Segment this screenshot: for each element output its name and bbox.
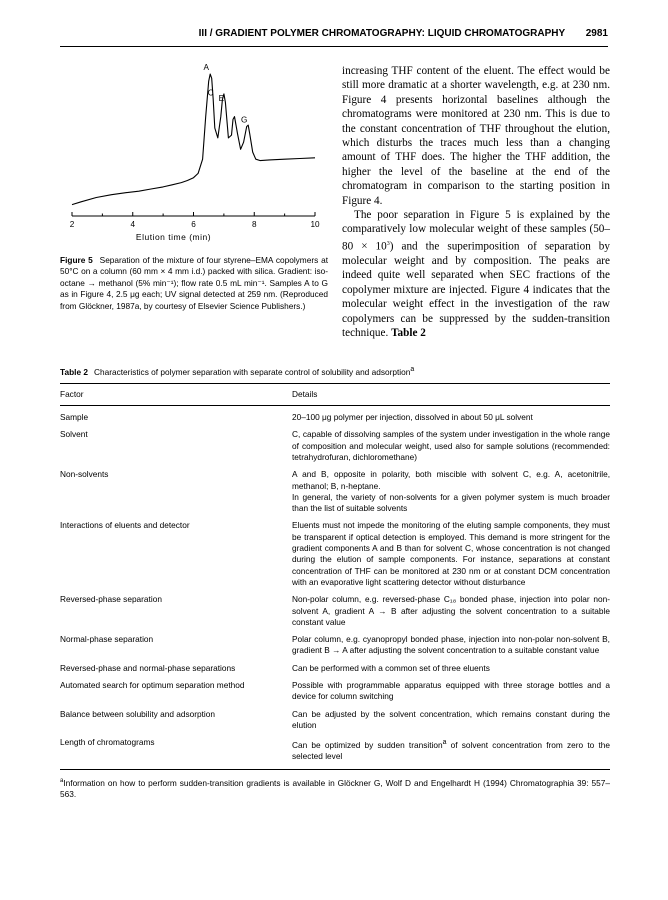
details-sup: a — [442, 739, 447, 747]
chromatogram-line — [72, 74, 315, 205]
table-row — [60, 677, 610, 706]
factor-cell: Non-solvents — [60, 469, 109, 480]
details-cell: 20–100 μg polymer per injection, dissolved in about 50 μL solvent — [292, 412, 533, 423]
table-reference: Table 2 — [391, 327, 426, 340]
paragraph-2-rest: ) and the superimposition of separation by molecular weight and by composition. The peaks are indeed quite well separated when SEC fractions of the copolymer mixture are injected. Figure 4 indicates that the molecular weight effect in the investigation of the raw copolymers can be suppressed by the sudden-transition technique. — [342, 240, 610, 340]
factor-cell: Sample — [60, 412, 89, 423]
paragraph-2-start: The poor separation in Figure 5 is explained by the comparatively low molecular weight of these samples (50–80 × 10 — [342, 209, 610, 253]
details-cell: Non-polar column, e.g. reversed-phase C₁₈ bonded phase, injection into polar non-solvent A, gradient A → B after adjusting the solvent concentration to a suitable constant value — [292, 594, 610, 627]
table-caption-sup: a — [410, 366, 415, 373]
x-tick-label: 10 — [310, 220, 320, 229]
details-cell: Polar column, e.g. cyanopropyl bonded phase, injection into non-polar non-solvent B, gradient B → A after adjusting the solvent concentration to a suitable constant value — [292, 634, 610, 656]
footnote-sup: a — [60, 777, 64, 784]
table-row — [60, 406, 610, 427]
table-row — [60, 706, 610, 735]
table-row — [60, 591, 610, 631]
x-tick-label: 2 — [69, 220, 75, 229]
table-caption — [60, 366, 610, 377]
factor-cell: Balance between solubility and adsorption — [60, 708, 215, 719]
header-factor: Factor — [60, 383, 292, 405]
table-2 — [60, 366, 610, 800]
details-cell — [292, 734, 610, 769]
footnote-text: Information on how to perform sudden-transition gradients is available in Glöckner G, Wolf D and Engelhardt H (1994) Chromatographia 39: 557–563. — [60, 777, 610, 799]
factor-cell: Reversed-phase and normal-phase separations — [60, 662, 236, 673]
table-row — [60, 660, 610, 677]
details-line: A and B, opposite in polarity, both miscible with solvent C, e.g. A, acetonitrile, methanol; B, n-heptane. — [292, 469, 610, 491]
factor-cell: Automated search for optimum separation method — [60, 680, 245, 690]
body-text-column — [342, 64, 610, 340]
factor-cell: Length of chromatograms — [60, 734, 292, 769]
x-axis-title: Elution time (min) — [135, 232, 212, 242]
details-cell: Can be performed with a common set of three eluents — [292, 662, 490, 673]
figure-label: Figure 5 — [60, 255, 93, 265]
peak-label-e: E — [218, 94, 225, 104]
table-row — [60, 517, 610, 591]
table-row — [60, 426, 610, 466]
chromatogram-chart — [60, 56, 328, 256]
details-text: Can be optimized by sudden transition — [292, 739, 443, 750]
figure-5 — [60, 56, 328, 256]
characteristics-table — [60, 383, 610, 770]
details-text-rest: of solvent concentration from zero to the selected level — [292, 739, 610, 762]
figure-caption — [60, 255, 328, 312]
page-header — [60, 28, 608, 47]
x-tick-label: 4 — [130, 220, 136, 229]
header-details: Details — [292, 383, 610, 405]
details-cell: Eluents must not impede the monitoring of the eluting sample components, they must be transparent if optical detection is employed. This demand is more stringent for the gradient components A and B than for solvent C, whose concentration is not changed during the elution of sample components. For instance, separations at constant concentration of THF can be monitored at 230 nm or at constant DCM concentration with an evaporative light scattering detector without disturbance — [292, 520, 610, 587]
factor-cell: Solvent — [60, 429, 88, 440]
factor-cell: Interactions of eluents and detector — [60, 520, 190, 531]
table-row — [60, 466, 610, 517]
figure-caption-text: Separation of the mixture of four styrene–EMA copolymers at 50°C on a column (60 mm × 4 mm i.d.) packed with silica. Gradient: iso-octane → methanol (5% min⁻¹); flow rate 0.5 mL min⁻¹. Samples A to G as in Figure 4, 2.5 μg each; UV signal detected at 259 nm. (Reproduced from Glöckner, 1987a, by courtesy of Elsevier Science Publishers.) — [60, 255, 328, 311]
details-cell: Can be adjusted by the solvent concentration, which remains constant during the elution — [292, 708, 610, 730]
table-label: Table 2 — [60, 366, 88, 377]
paragraph-2-sup: 3 — [386, 240, 390, 247]
table-row — [60, 734, 610, 769]
peak-label-a: A — [203, 63, 209, 72]
table-row — [60, 631, 610, 660]
running-title: III / GRADIENT POLYMER CHROMATOGRAPHY: LIQUID CHROMATOGRAPHY — [198, 28, 565, 39]
factor-cell: Reversed-phase separation — [60, 594, 162, 605]
details-cell — [292, 466, 610, 517]
paragraph-2 — [342, 208, 610, 340]
details-cell: C, capable of dissolving samples of the system under investigation in the whole range of composition and molecular weight, used also for sample solutions (recommended: tetrahydrofuran, dichloromethane) — [292, 429, 610, 462]
table-caption-text: Characteristics of polymer separation with separate control of solubility and adsorption — [93, 366, 411, 377]
table-footnote — [60, 776, 610, 800]
details-line: In general, the variety of non-solvents for a given polymer system is much broader than the list of suitable solvents — [292, 491, 610, 514]
paragraph-1: increasing THF content of the eluent. The effect would be still more dramatic at a shorter wavelength, e.g. at 230 nm. Figure 4 presents horizontal baselines although the chromatograms were monitored at 230 nm. This is due to the constant concentration of THF throughout the elution, which disturbs the traces much less than a changing amount of THF does. The higher the THF addition, the higher the level of the baseline at the end of the chromatogram in comparison to the starting position in Figure 4. — [342, 65, 610, 207]
factor-cell: Normal-phase separation — [60, 634, 154, 645]
peak-label-g: G — [240, 115, 248, 125]
table-header-row — [60, 383, 610, 405]
x-tick-label: 6 — [191, 220, 196, 229]
x-tick-label: 8 — [251, 220, 257, 229]
peak-label-c: C — [207, 88, 214, 98]
details-cell: Possible with programmable apparatus equipped with three storage bottles and a device for column switching — [292, 680, 610, 702]
page-number: 2981 — [585, 28, 608, 39]
